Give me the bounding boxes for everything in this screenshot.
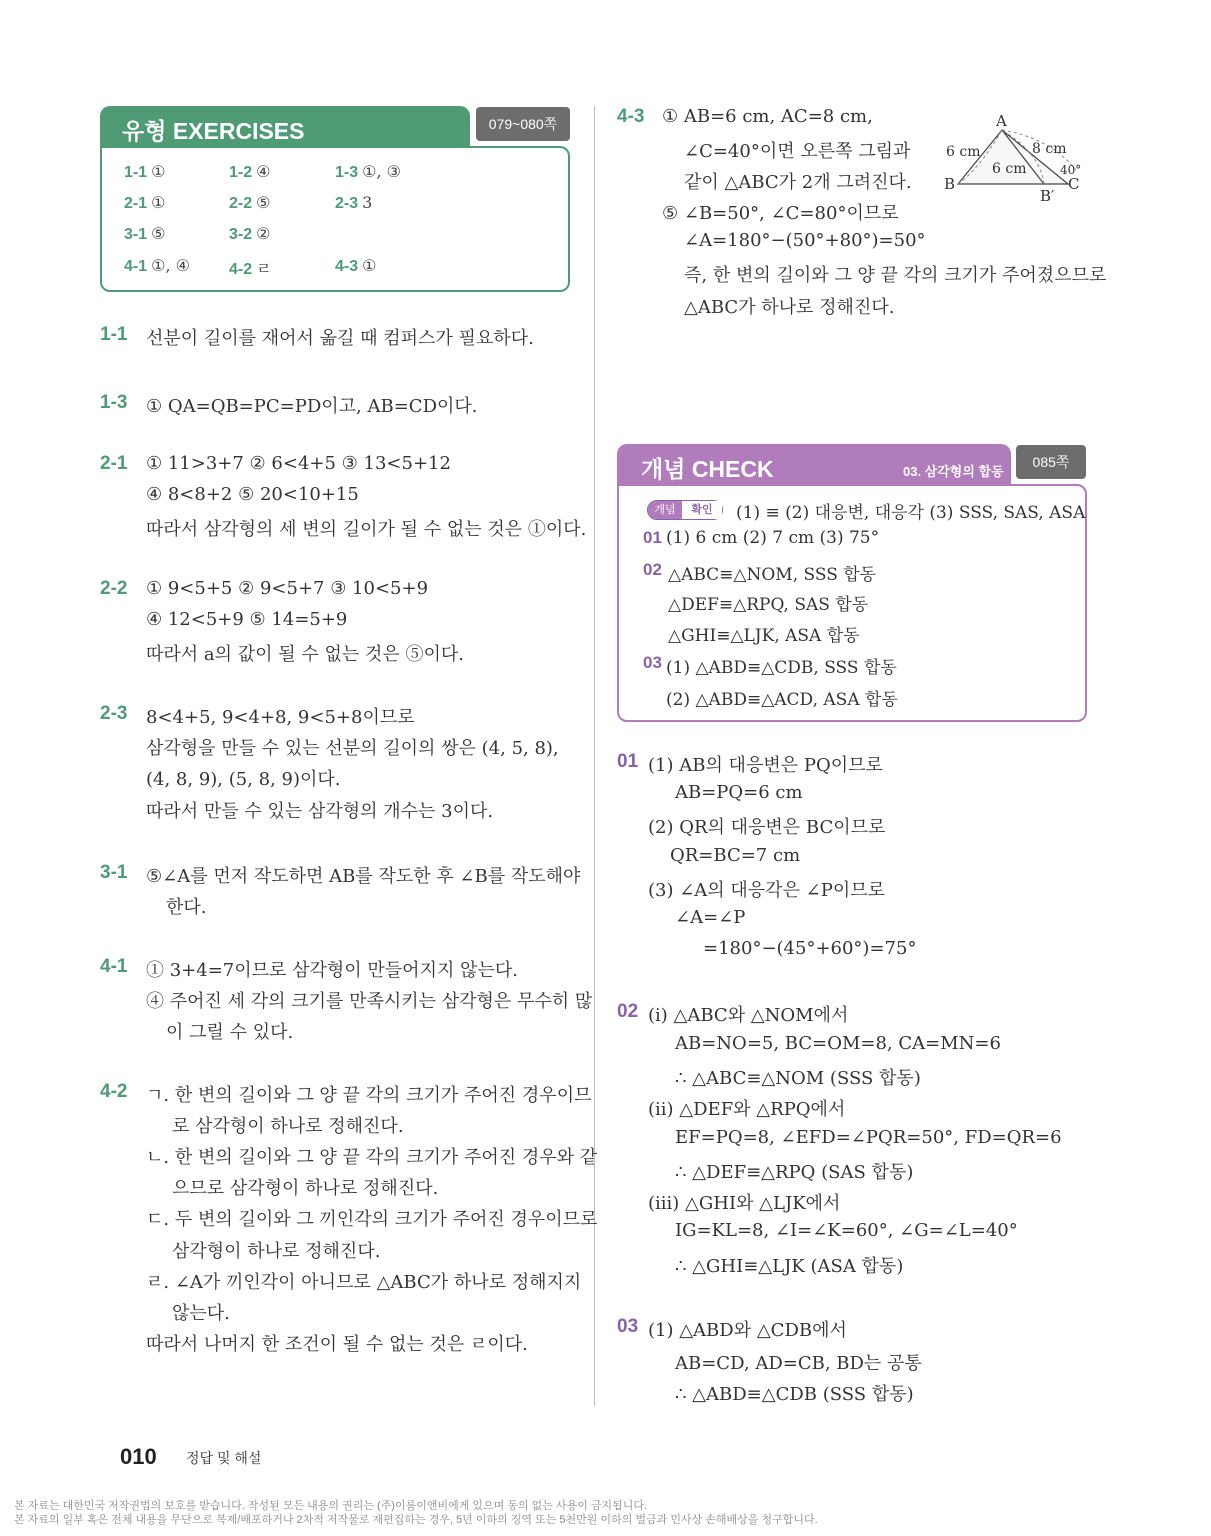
text-4-3-b: ∠C=40°이면 오른쪽 그림과 [684,141,911,162]
exercise-answer [335,162,401,182]
text-2-1-a: ① 11>3+7 ② 6<4+5 ③ 13<5+12 [146,453,451,474]
sol02-i: ∴ △GHI≡△LJK (ASA 합동) [675,1256,904,1277]
sol01-d: QR=BC=7 cm [670,845,801,866]
exercise-key: 4-2 [229,261,253,278]
check-row-2: △ABC≡△NOM, SSS 합동 [668,565,877,585]
sol03-b: AB=CD, AD=CB, BD는 공통 [675,1353,922,1374]
text-2-3-d: 따라서 만들 수 있는 삼각형의 개수는 3이다. [146,801,494,822]
exercise-answer [229,256,272,279]
sol02-a: (ⅰ) △ABC와 △NOM에서 [648,1005,849,1026]
sol02-c: ∴ △ABC≡△NOM (SSS 합동) [675,1068,921,1089]
text-4-2-d: 으므로 삼각형이 하나로 정해진다. [172,1178,439,1199]
exercise-value: ⑤ [151,224,166,243]
triangle-figure [940,108,1090,208]
label-1-1: 1-1 [100,324,128,345]
text-4-2-a: ㄱ. 한 변의 길이와 그 양 끝 각의 크기가 주어진 경우이므 [146,1085,592,1106]
text-2-3-a: 8<4+5, 9<4+8, 9<5+8이므로 [146,707,415,728]
check-row-6: (2) △ABD≡△ACD, ASA 합동 [666,690,898,710]
sol01-c: (2) QR의 대응변은 BC이므로 [648,817,886,838]
sol01-f: ∠A=∠P [675,907,746,928]
check-row-1: (1) 6 cm (2) 7 cm (3) 75° [666,528,880,548]
sol02-f: ∴ △DEF≡△RPQ (SAS 합동) [675,1162,914,1183]
text-4-3-a: ① AB=6 cm, AC=8 cm, [662,106,873,127]
exercise-answer [229,193,270,213]
label-01: 01 [617,751,639,772]
label-1-3: 1-3 [100,392,128,413]
fig-side-ab-prime: 6 cm [992,161,1027,177]
exercise-key: 4-3 [335,258,359,275]
sol02-b: AB=NO=5, BC=OM=8, CA=MN=6 [675,1033,1001,1054]
text-4-2-g: ㄹ. ∠A가 끼인각이 아니므로 △ABC가 하나로 정해지지 [146,1272,582,1293]
text-2-2-b: ④ 12<5+9 ⑤ 14=5+9 [146,609,348,630]
label-03: 03 [617,1316,639,1337]
page-number: 010 [120,1444,157,1469]
exercise-value: ① [151,193,166,212]
exercise-value: ①, ④ [151,256,190,275]
sol01-e: (3) ∠A의 대응각은 ∠P이므로 [648,880,886,901]
text-4-2-i: 따라서 나머지 한 조건이 될 수 없는 것은 ㄹ이다. [146,1334,528,1355]
text-4-3-g: △ABC가 하나로 정해진다. [684,297,895,318]
text-4-3-c: 같이 △ABC가 2개 그려진다. [684,172,912,193]
text-2-2-c: 따라서 a의 값이 될 수 없는 것은 ⑤이다. [146,644,464,665]
label-4-2: 4-2 [100,1081,128,1102]
exercise-value: ㄹ [256,259,272,278]
exercise-key: 2-2 [229,195,253,212]
exercise-key: 2-3 [335,195,359,212]
pill-concept: 개념 [648,501,682,519]
copyright-line-1: 본 자료는 대한민국 저작권법의 보호를 받습니다. 작성된 모든 내용의 권리는 (주)이룸이앤비에게 있으며 동의 없는 사용이 금지됩니다. [14,1500,648,1512]
exercise-value: 3 [362,193,373,212]
text-4-3-f: 즉, 한 변의 길이와 그 양 끝 각의 크기가 주어졌으므로 [684,265,1107,286]
exercise-key: 1-3 [335,164,359,181]
text-4-1-b: ④ 주어진 세 각의 크기를 만족시키는 삼각형은 무수히 많 [146,991,593,1012]
check-key-01: 01 [643,528,662,547]
text-1-1: 선분이 길이를 재어서 옮길 때 컴퍼스가 필요하다. [146,328,534,349]
exercise-answer [124,162,165,182]
text-4-2-e: ㄷ. 두 변의 길이와 그 끼인각의 크기가 주어진 경우이므로 [146,1209,598,1230]
text-4-1-a: ① 3+4=7이므로 삼각형이 만들어지지 않는다. [146,960,518,981]
exercise-key: 4-1 [124,258,148,275]
exercise-key: 2-1 [124,195,148,212]
exercise-value: ② [256,224,271,243]
exercise-answer [124,224,165,244]
sol01-g: =180°−(45°+60°)=75° [703,938,917,959]
label-02: 02 [617,1001,639,1022]
check-subtitle: 03. 삼각형의 합동 [903,464,1004,479]
text-2-3-b: 삼각형을 만들 수 있는 선분의 길이의 쌍은 (4, 5, 8), [146,738,559,759]
text-1-3: ① QA=QB=PC=PD이고, AB=CD이다. [146,396,478,417]
sol01-a: (1) AB의 대응변은 PQ이므로 [648,755,883,776]
fig-label-a: A [996,112,1007,130]
text-2-1-b: ④ 8<8+2 ⑤ 20<10+15 [146,484,359,505]
check-key-02: 02 [643,560,662,579]
exercise-value: ① [362,256,377,275]
exercise-answer [124,256,190,276]
label-2-3: 2-3 [100,703,128,724]
text-3-1-a: ⑤∠A를 먼저 작도하면 AB를 작도한 후 ∠B를 작도해야 [146,866,581,887]
text-2-3-c: (4, 8, 9), (5, 8, 9)이다. [146,769,341,790]
exercise-key: 1-2 [229,164,253,181]
text-3-1-b: 한다. [166,897,207,918]
exercise-value: ①, ③ [362,162,401,181]
fig-angle-c: 40° [1060,163,1082,177]
exercise-answer [229,162,270,182]
label-4-1: 4-1 [100,956,128,977]
text-4-3-d: ⑤ ∠B=50°, ∠C=80°이므로 [662,203,899,224]
sol02-g: (ⅲ) △GHI와 △LJK에서 [648,1193,841,1214]
exercises-pages: 079~080쪽 [476,107,570,141]
fig-label-b-prime: B′ [1040,187,1055,205]
exercises-title: 유형 EXERCISES [122,118,305,144]
pill-confirm: 확인 [682,501,722,519]
fig-side-ac: 8 cm [1032,141,1067,157]
text-2-2-a: ① 9<5+5 ② 9<5+7 ③ 10<5+9 [146,578,429,599]
sol03-a: (1) △ABD와 △CDB에서 [648,1320,847,1341]
fig-side-ab: 6 cm [946,144,981,160]
fig-label-b: B [944,175,956,193]
sol01-b: AB=PQ=6 cm [675,782,803,803]
label-4-3: 4-3 [617,106,645,127]
check-key-03: 03 [643,653,662,672]
copyright-line-2: 본 자료의 일부 혹은 전체 내용을 무단으로 복제/배포하거나 2차적 저작물로 재편집하는 경우, 5년 이하의 징역 또는 5천만원 이하의 벌금과 민사상 손해배상을 청구합니다. [14,1514,818,1526]
exercise-key: 1-1 [124,164,148,181]
text-4-2-b: 로 삼각형이 하나로 정해진다. [172,1116,404,1137]
sol02-d: (ⅱ) △DEF와 △RPQ에서 [648,1099,846,1120]
label-2-2: 2-2 [100,578,128,599]
sol02-h: IG=KL=8, ∠I=∠K=60°, ∠G=∠L=40° [675,1220,1018,1241]
sol02-e: EF=PQ=8, ∠EFD=∠PQR=50°, FD=QR=6 [675,1127,1062,1148]
exercise-answer [229,224,270,244]
exercise-key: 3-2 [229,226,253,243]
label-2-1: 2-1 [100,453,128,474]
exercise-answer [335,193,372,213]
exercise-value: ⑤ [256,193,271,212]
page-section: 정답 및 해설 [186,1450,262,1466]
text-2-1-c: 따라서 삼각형의 세 변의 길이가 될 수 없는 것은 ①이다. [146,519,587,540]
text-4-3-e: ∠A=180°−(50°+80°)=50° [684,230,926,251]
check-row-5: (1) △ABD≡△CDB, SSS 합동 [666,658,897,678]
exercise-answer [124,193,165,213]
exercise-key: 3-1 [124,226,148,243]
sol03-c: ∴ △ABD≡△CDB (SSS 합동) [675,1384,914,1405]
concept-pill [647,500,723,520]
text-4-2-h: 않는다. [172,1303,230,1324]
check-pages: 085쪽 [1016,445,1086,479]
fig-label-c: C [1068,175,1080,193]
text-4-2-c: ㄴ. 한 변의 길이와 그 양 끝 각의 크기가 주어진 경우와 같 [146,1147,598,1168]
label-3-1: 3-1 [100,862,128,883]
text-4-1-c: 이 그릴 수 있다. [166,1022,294,1043]
text-4-2-f: 삼각형이 하나로 정해진다. [172,1241,381,1262]
exercise-value: ① [151,162,166,181]
check-row-4: △GHI≡△LJK, ASA 합동 [668,626,860,646]
exercise-answer [335,256,376,276]
exercise-value: ④ [256,162,271,181]
check-title: 개념 CHECK [641,456,774,482]
check-row-0: (1) ≡ (2) 대응변, 대응각 (3) SSS, SAS, ASA [736,503,1086,523]
check-row-3: △DEF≡△RPQ, SAS 합동 [668,595,869,615]
